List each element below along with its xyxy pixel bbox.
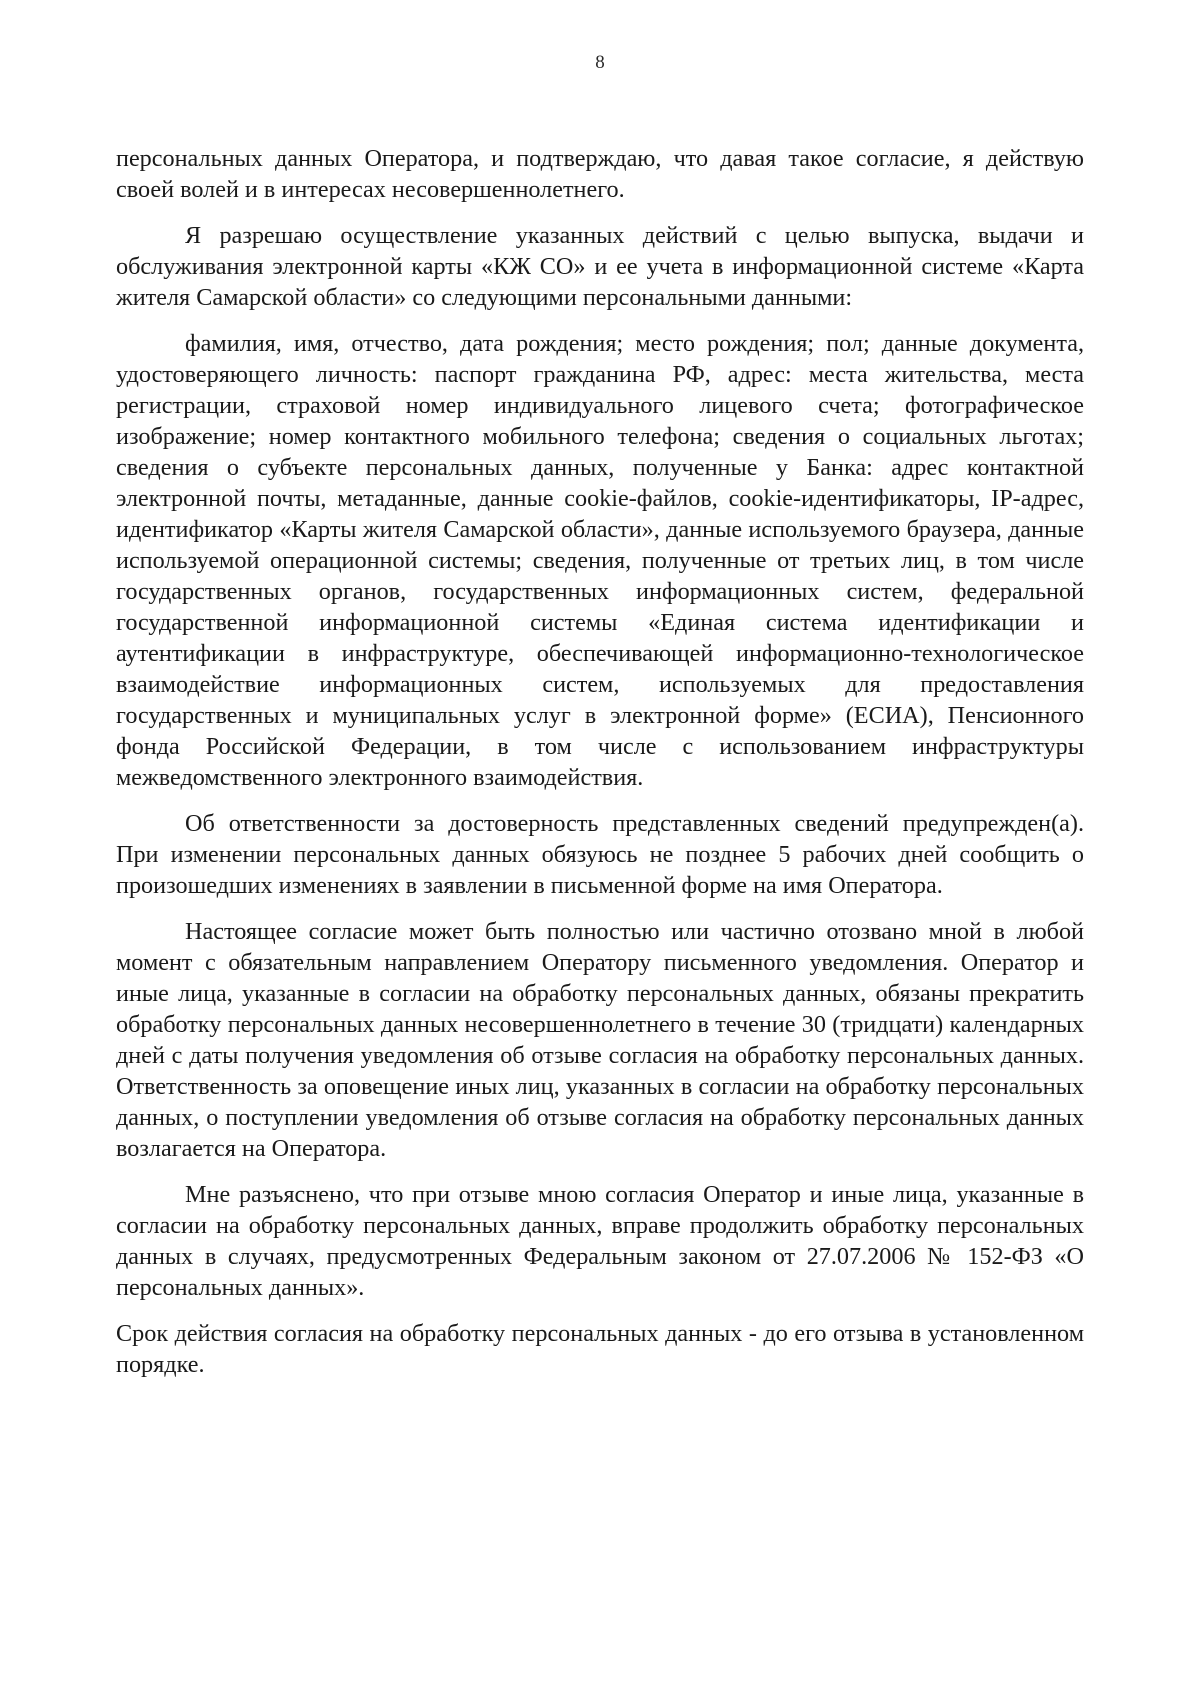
paragraph-personal-data-list: фамилия, имя, отчество, дата рождения; место рождения; пол; данные документа, удостоверяющего личность: паспорт гражданина РФ, адрес: места жительства, места регистрации, страховой номер индивидуального лицевого счета; фотографическое изображение; номер контактного мобильного телефона; сведения о социальных льготах; сведения о субъекте персональных данных, полученные у Банка: адрес контактной электронной почты, метаданные, данные cookie-файлов, cookie-идентификаторы, IP-адрес, идентификатор «Карты жителя Самарской области», данные используемого браузера, данные используемой операционной системы; сведения, полученные от третьих лиц, в том числе государственных органов, государственных информационных систем, федеральной государственной информационной системы «Единая система идентификации и аутентификации в инфраструктуре, обеспечивающей информационно-технологическое взаимодействие информационных систем, используемых для предоставления государственных и муниципальных услуг в электронной форме» (ЕСИА), Пенсионного фонда Российской Федерации, в том числе с использованием инфраструктуры межведомственного электронного взаимодействия. — [116, 330, 1084, 791]
paragraph-permission: Я разрешаю осуществление указанных действий с целью выпуска, выдачи и обслуживания электронной карты «КЖ СО» и ее учета в информационной системе «Карта жителя Самарской области» со следующими персональными данными: — [116, 222, 1084, 311]
paragraph-explanation: Мне разъяснено, что при отзыве мною согласия Оператор и иные лица, указанные в согласии на обработку персональных данных, вправе продолжить обработку персональных данных в случаях, предусмотренных Федеральным законом от 27.07.2006 № 152-ФЗ «О персональных данных». — [116, 1181, 1084, 1301]
paragraph-consent-continuation: персональных данных Оператора, и подтверждаю, что давая такое согласие, я действую своей волей и в интересах несовершеннолетнего. — [116, 145, 1084, 203]
paragraph-responsibility: Об ответственности за достоверность представленных сведений предупрежден(а). При изменении персональных данных обязуюсь не позднее 5 рабочих дней сообщить о произошедших изменениях в заявлении в письменной форме на имя Оператора. — [116, 810, 1084, 899]
paragraph-revocation: Настоящее согласие может быть полностью или частично отозвано мной в любой момент с обязательным направлением Оператору письменного уведомления. Оператор и иные лица, указанные в согласии на обработку персональных данных, обязаны прекратить обработку персональных данных несовершеннолетнего в течение 30 (тридцати) календарных дней с даты получения уведомления об отзыве согласия на обработку персональных данных. Ответственность за оповещение иных лиц, указанных в согласии на обработку персональных данных, о поступлении уведомления об отзыве согласия на обработку персональных данных возлагается на Оператора. — [116, 918, 1084, 1162]
document-body — [116, 143, 1084, 1395]
paragraph-validity-term: Срок действия согласия на обработку персональных данных - до его отзыва в установленном порядке. — [116, 1320, 1084, 1378]
page-number: 8 — [595, 52, 605, 73]
